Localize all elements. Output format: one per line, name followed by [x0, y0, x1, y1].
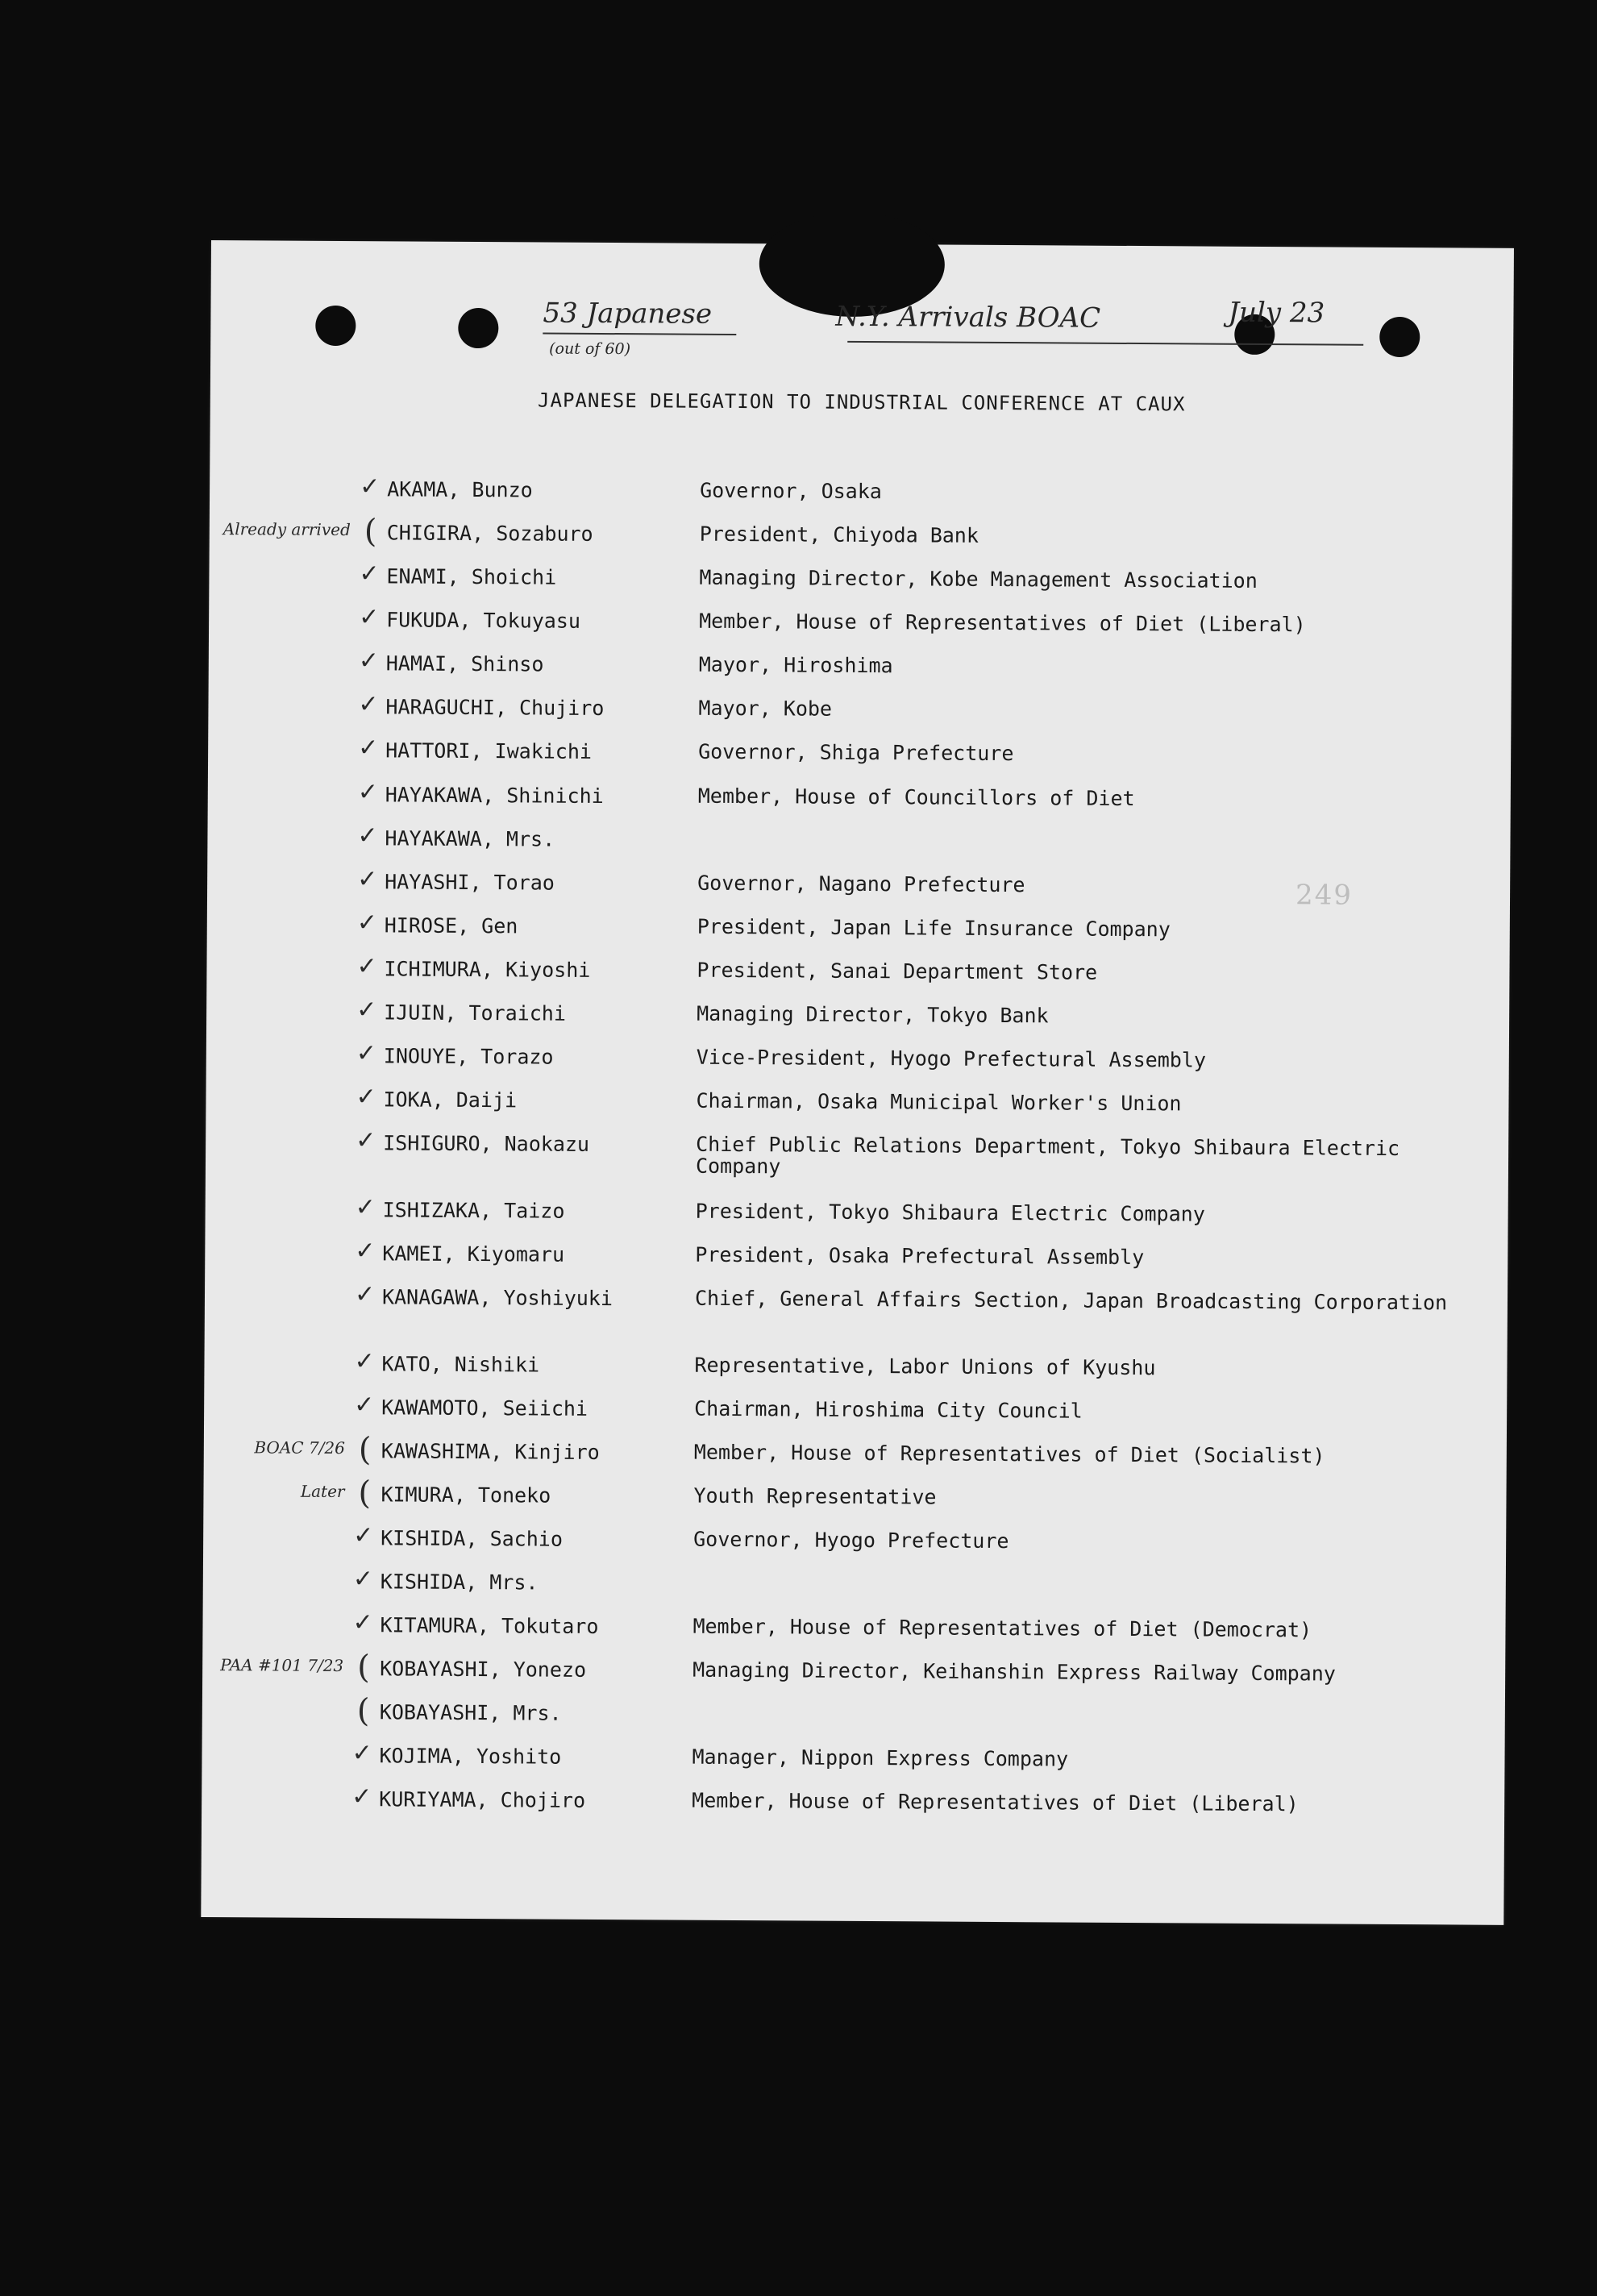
delegate-list — [201, 240, 1514, 1925]
delegate-row — [205, 1347, 1508, 1380]
delegate-row — [204, 1431, 1507, 1469]
check-mark-icon: ✓ — [351, 1782, 372, 1811]
check-mark-icon: ✓ — [354, 1280, 376, 1309]
delegate-role: President, Osaka Prefectural Assembly — [695, 1242, 1145, 1270]
delegate-name: CHIGIRA, Sozaburo — [386, 521, 593, 546]
delegate-role: Member, House of Councillors of Diet — [697, 784, 1135, 811]
delegate-row — [202, 1782, 1504, 1816]
delegate-name: FUKUDA, Tokuyasu — [386, 608, 581, 633]
delegate-role: President, Japan Life Insurance Company — [697, 914, 1171, 942]
brace-mark: ( — [357, 1649, 370, 1687]
check-mark-icon: ✓ — [355, 1193, 376, 1222]
delegate-name: HAYAKAWA, Shinichi — [385, 783, 604, 808]
delegate-row — [204, 1391, 1507, 1423]
delegate-role: Chairman, Hiroshima City Council — [694, 1396, 1083, 1423]
check-mark-icon: ✓ — [358, 647, 380, 676]
delegate-role: Chief, General Affairs Section, Japan Broadcasting Corporation — [694, 1286, 1448, 1315]
delegate-row — [202, 1692, 1505, 1730]
delegate-name: KAMEI, Kiyomaru — [382, 1242, 565, 1267]
check-mark-icon: ✓ — [358, 690, 379, 719]
handwritten-date: July 23 — [1228, 296, 1325, 330]
brace-mark: ( — [358, 1475, 372, 1512]
delegate-row — [207, 909, 1510, 942]
delegate-role: Member, House of Representatives of Diet (Liberal) — [699, 609, 1306, 637]
delegate-row — [204, 1475, 1507, 1512]
check-mark-icon: ✓ — [352, 1608, 373, 1637]
delegate-row — [206, 1126, 1508, 1179]
delegate-row — [208, 778, 1511, 811]
delegate-name: ICHIMURA, Kiyoshi — [384, 957, 591, 982]
check-mark-icon: ✓ — [354, 1391, 375, 1420]
check-mark-icon: ✓ — [357, 865, 378, 894]
delegate-name: KOBAYASHI, Mrs. — [379, 1700, 562, 1725]
delegate-row — [210, 513, 1512, 551]
delegate-row — [206, 1193, 1508, 1226]
delegate-name: KOJIMA, Yoshito — [379, 1744, 562, 1769]
delegate-role: Chairman, Osaka Municipal Worker's Union — [696, 1088, 1182, 1116]
check-mark-icon: ✓ — [354, 1347, 375, 1376]
brace-mark: ( — [356, 1692, 370, 1730]
delegate-role: Vice-President, Hyogo Prefectural Assembly — [696, 1045, 1207, 1072]
delegate-role: Manager, Nippon Express Company — [692, 1745, 1069, 1771]
brace-mark: ( — [364, 513, 377, 551]
check-mark-icon: ✓ — [358, 734, 379, 763]
delegate-row — [210, 472, 1512, 504]
delegate-name: KURIYAMA, Chojiro — [379, 1787, 586, 1812]
check-mark-icon: ✓ — [355, 1237, 376, 1266]
check-mark-icon: ✓ — [357, 821, 378, 851]
delegate-name: AKAMA, Bunzo — [387, 477, 533, 502]
page-stamp: 249 — [1295, 879, 1354, 912]
delegate-role: Managing Director, Tokyo Bank — [697, 1001, 1049, 1028]
delegate-row — [207, 952, 1510, 984]
delegate-row — [205, 1280, 1508, 1315]
delegate-row — [202, 1649, 1505, 1687]
delegate-role: Youth Representative — [693, 1483, 937, 1509]
delegate-role: Mayor, Hiroshima — [698, 652, 893, 678]
delegate-name: HARAGUCHI, Chujiro — [385, 695, 605, 720]
delegate-role: Governor, Osaka — [700, 478, 882, 504]
margin-note: Later — [300, 1481, 345, 1502]
delegate-row — [203, 1608, 1506, 1642]
delegate-name: IOKA, Daiji — [383, 1088, 518, 1113]
delegate-name: KISHIDA, Mrs. — [380, 1570, 539, 1595]
delegate-row — [208, 734, 1511, 766]
delegate-role: Member, House of Representatives of Diet (Liberal) — [692, 1788, 1299, 1816]
delegate-name: IJUIN, Toraichi — [384, 1000, 567, 1025]
check-mark-icon: ✓ — [356, 996, 377, 1025]
delegate-row — [203, 1521, 1506, 1554]
handwritten-count-sub: (out of 60) — [549, 339, 631, 359]
delegate-name: HAMAI, Shinso — [385, 651, 544, 676]
delegate-role: Managing Director, Keihanshin Express Railway Company — [692, 1658, 1336, 1686]
delegate-role: Governor, Shiga Prefecture — [698, 739, 1014, 766]
delegate-row — [206, 996, 1509, 1028]
delegate-name: INOUYE, Torazo — [383, 1044, 554, 1069]
check-mark-icon: ✓ — [359, 603, 380, 632]
delegate-name: HAYASHI, Torao — [385, 870, 555, 895]
delegate-row — [205, 1237, 1508, 1270]
delegate-name: ISHIZAKA, Taizo — [382, 1198, 565, 1223]
delegate-role: Representative, Labor Unions of Kyushu — [694, 1353, 1156, 1380]
delegate-role: Member, House of Representatives of Diet (Socialist) — [693, 1440, 1325, 1468]
delegate-name: ENAMI, Shoichi — [386, 564, 557, 589]
delegate-row — [208, 821, 1511, 851]
document-page — [201, 240, 1514, 1925]
delegate-name: KIMURA, Toneko — [381, 1483, 551, 1508]
check-mark-icon: ✓ — [351, 1739, 372, 1768]
delegate-row — [209, 603, 1512, 637]
delegate-role: Mayor, Kobe — [698, 696, 833, 721]
delegate-role: President, Sanai Department Store — [697, 958, 1098, 984]
check-mark-icon: ✓ — [357, 778, 379, 807]
delegate-row — [203, 1565, 1506, 1595]
delegate-row — [209, 647, 1512, 678]
brace-mark: ( — [358, 1431, 372, 1469]
delegate-role — [692, 1703, 1458, 1707]
check-mark-icon: ✓ — [356, 1083, 376, 1112]
handwritten-count: 53 Japanese — [543, 297, 713, 331]
delegate-role: Governor, Nagano Prefecture — [697, 871, 1025, 897]
check-mark-icon: ✓ — [356, 909, 378, 938]
check-mark-icon: ✓ — [353, 1521, 374, 1550]
delegate-row — [209, 690, 1512, 721]
delegate-row — [202, 1739, 1505, 1771]
delegate-name: KANAGAWA, Yoshiyuki — [381, 1285, 613, 1311]
delegate-role — [693, 1572, 1459, 1577]
margin-note: PAA #101 7/23 — [220, 1655, 344, 1676]
delegate-role: President, Tokyo Shibaura Electric Company — [695, 1199, 1205, 1226]
delegate-role: Governor, Hyogo Prefecture — [693, 1527, 1009, 1554]
delegate-row — [210, 559, 1512, 593]
check-mark-icon: ✓ — [352, 1565, 374, 1594]
delegate-role: Chief Public Relations Department, Tokyo Shibaura Electric Company — [695, 1132, 1400, 1179]
check-mark-icon: ✓ — [356, 952, 377, 981]
delegate-name: KITAMURA, Tokutaro — [380, 1613, 599, 1638]
delegate-role: Member, House of Representatives of Diet (Democrat) — [692, 1614, 1312, 1642]
delegate-name: KAWAMOTO, Seiichi — [381, 1395, 588, 1420]
delegate-name: KATO, Nishiki — [381, 1352, 540, 1377]
delegate-name: KOBAYASHI, Yonezo — [380, 1657, 587, 1682]
check-mark-icon: ✓ — [356, 1039, 377, 1068]
margin-note: Already arrived — [222, 519, 351, 540]
delegate-name: HIROSE, Gen — [384, 913, 518, 938]
handwritten-arrivals: N.Y. Arrivals BOAC — [835, 300, 1101, 335]
margin-note: BOAC 7/26 — [254, 1437, 345, 1458]
delegate-role — [698, 829, 1464, 834]
check-mark-icon: ✓ — [359, 559, 380, 589]
delegate-row — [206, 1083, 1509, 1116]
delegate-name: KISHIDA, Sachio — [381, 1526, 564, 1551]
delegate-name: HAYAKAWA, Mrs. — [385, 826, 555, 851]
delegate-role: President, Chiyoda Bank — [699, 522, 979, 547]
check-mark-icon: ✓ — [356, 1126, 376, 1155]
delegate-name: ISHIGURO, Naokazu — [383, 1131, 590, 1156]
delegate-role: Managing Director, Kobe Management Association — [699, 565, 1258, 593]
delegate-name: HATTORI, Iwakichi — [385, 738, 593, 763]
delegate-name: KAWASHIMA, Kinjiro — [381, 1439, 600, 1464]
check-mark-icon: ✓ — [360, 472, 381, 501]
delegate-row — [206, 1039, 1509, 1072]
page-title: JAPANESE DELEGATION TO INDUSTRIAL CONFERENCE AT CAUX — [538, 389, 1186, 416]
